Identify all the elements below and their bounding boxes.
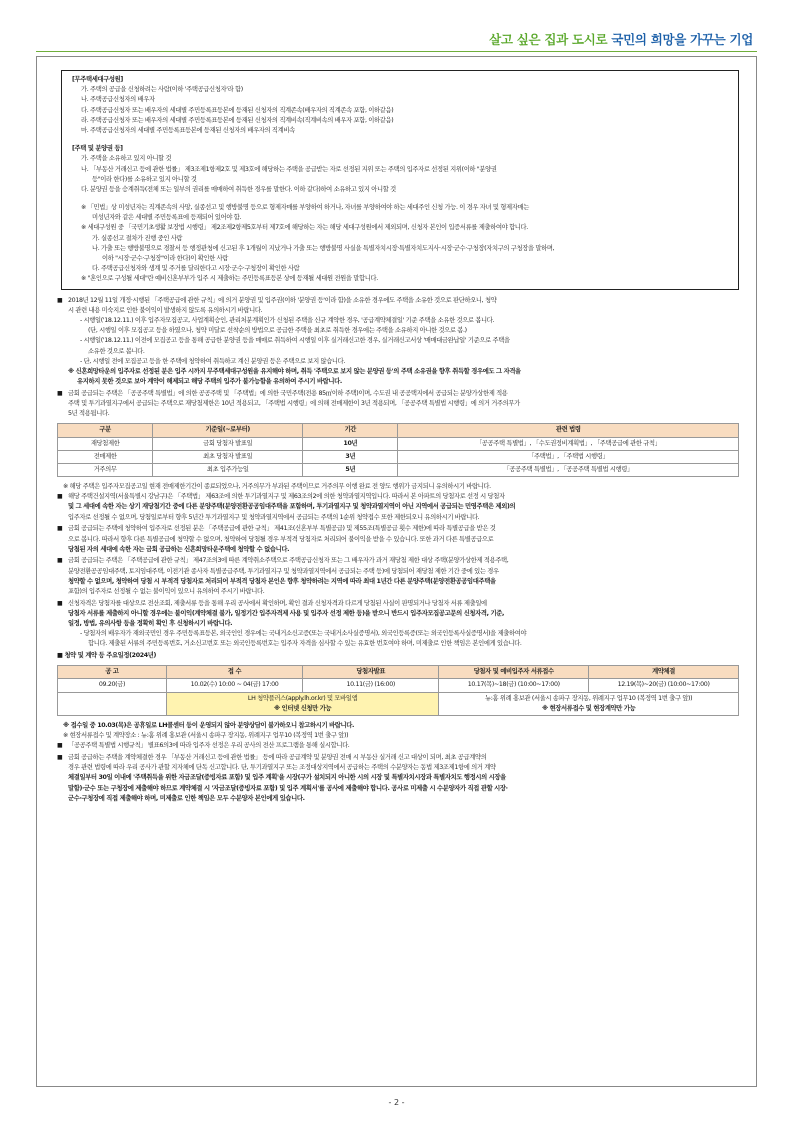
slogan-part2: 국민의 희망을 가꾸는 기업 (611, 32, 753, 47)
apply-place: LH 청약플러스(apply.lh.or.kr) 및 모바일앱 (247, 694, 358, 702)
table-cell: 「공공주택 특별법」, 「수도권정비계획법」, 「주택공급에 관한 규칙」 (398, 437, 739, 450)
text-line: 금회 공급되는 주택에 청약하여 입주자로 선정된 분은 「주택공급에 관한 규칙」 제41조(신혼부부 특별공급) 및 제55조(특별공급 횟수 제한)에 따라 특별공급을 받은 것 (68, 525, 496, 533)
note-line: ※ 접수일 중 10.03(목)은 공휴일로 LH콜센터 등이 운영되지 않아 분양상담이 불가하오니 참고하시기 바랍니다. (63, 722, 355, 729)
text-line: 유지하지 못한 것으로 보아 계약이 해제되고 해당 주택의 입주가 불가능함을 유의하여 주시기 바랍니다. (77, 378, 342, 386)
table-row (58, 450, 739, 463)
table-cell: 5년 (303, 463, 398, 476)
table-header: 접 수 (166, 666, 302, 679)
definition-box (61, 70, 739, 290)
box-note: 가. 실종선고 절차가 진행 중인 사람 (92, 234, 183, 242)
note-line: ※ 현장서류접수 및 계약장소 : 뉴:홈 위례 홍보관 (서울시 송파구 장지동, 위례지구 업무10 (복정역 1번 출구 앞)) (63, 732, 349, 740)
header-divider (36, 51, 757, 52)
table-header: 계약체결 (589, 666, 739, 679)
box-note: 이하 "시장·군수·구청장"이라 한다)이 확인한 사람 (102, 255, 229, 262)
box-note: ※ 세대구성원 중 「국민기초생활 보장법 시행령」 제2조제2항제5호부터 제7호에 해당하는 자는 해당 세대구성원에서 제외되며, 신청자 본인이 입증서류를 제출하여야 합니다. (81, 224, 528, 232)
text-line: 으로 봅니다. 따라서 향후 다른 특별공급에 청약할 수 없으며, 청약하여 당첨될 경우 부적격 당첨자로 처리되어 불이익을 받을 수 있습니다. 또한 과거 다른 특별공급으로 (68, 535, 494, 543)
square-bullet-icon: ■ (57, 557, 63, 565)
page-number: - 2 - (388, 1098, 405, 1107)
table-cell: 금회 당첨자 발표일 (153, 437, 303, 450)
box-line: 마. 주택공급신청자의 세대별 주민등록표등본에 등재된 신청자의 배우자의 직계비속 (81, 126, 295, 134)
box-note: 다. 주택공급신청자와 생계 및 주거를 달리한다고 시장·군수·구청장이 확인한 사람 (92, 265, 300, 273)
table-row (58, 679, 739, 692)
text-line: 및 그 세대에 속한 자는 상기 재당첨기간 중에 다른 분양주택(분양전환공공임대주택을 포함하며, 투기과열지구 및 청약과열지역이 아닌 지역에서 공급되는 민영주택은 제외)의 (68, 503, 516, 511)
header-slogan (489, 30, 753, 48)
table-cell: 「공공주택 특별법」, 「공공주택 특별법 시행령」 (398, 463, 739, 476)
table-cell: 최초 당첨자 발표일 (153, 450, 303, 463)
box-line: 나. 「부동산 거래신고 등에 관한 법률」 제3조제1항제2호 및 제3호에 해당하는 주택을 공급받는 자로 선정된 지위 또는 주택의 입주자로 선정된 지위(이하 "분양권 (81, 165, 497, 173)
section-special-supply (57, 524, 739, 555)
text-line: 해당 주택건설지역(서울특별시 강남구)은 「주택법」 제63조에 의한 투기과열지구 및 제63조의2에 의한 청약과열지역입니다. 따라서 본 아파트의 당첨자로 선정 시 당첨자 (68, 493, 505, 501)
box-line: 등"이라 한다)를 소유하고 있지 아니할 것 (92, 175, 197, 183)
box-title-housing: [주택 및 분양권 등] (72, 145, 123, 153)
table-cell: 전매제한 (58, 450, 153, 463)
square-bullet-icon: ■ (57, 525, 63, 533)
text-line: 시 관련 내용 미숙지로 인한 불이익이 발생하지 않도록 유의하시기 바랍니다. (68, 306, 263, 314)
table-row (58, 692, 739, 715)
table-header: 관련 법령 (398, 424, 739, 437)
box-line: 다. 분양권 등을 승계취득(전체 또는 일부의 권리를 매매하여 취득한 경우를 말한다. 이하 같다)하여 소유하고 있지 아니할 것 (81, 185, 396, 193)
table-row (58, 437, 739, 450)
square-bullet-icon: ■ (57, 742, 63, 750)
apply-note: ※ 인터넷 신청만 가능 (274, 704, 332, 712)
office-cell (439, 692, 739, 715)
table-header: 당첨자 및 예비입주자 서류접수 (439, 666, 589, 679)
text-line: 금회 공급하는 주택을 계약체결한 경우 「부동산 거래신고 등에 관한 법률」 등에 따라 공급계약 및 분양권 전매 시 부동산 실거래 신고 대상이 되며, 최초 공급계약의 (68, 754, 487, 762)
square-bullet-icon: ■ (57, 389, 63, 397)
box-note: ※ 「민법」상 미성년자는 직계존속의 사망, 실종선고 및 행방불명 등으로 형제자매를 부양하여 하거나, 자녀를 부양하여야 하는 세대주인 신청 가능. 이 경우 자녀 및 형제자매는 (81, 204, 529, 212)
table-cell: 10.02(수) 10:00 ~ 04(금) 17:00 (166, 679, 302, 692)
text-line: - 당첨자의 배우자가 재외국민인 경우 주민등록표등본, 외국인인 경우에는 국내거소신고증(또는 국내거소사실증명서), 외국인등록증(또는 외국인등록사실증명서)을 제출하여야 (80, 630, 527, 638)
table-row (58, 463, 739, 476)
note-line: ※ 해당 주택은 입주자모집공고일 현재 전매제한기간이 종료되었으나, 거주의무가 부과된 주택이므로 거주의무 이행 완료 전 양도 행위가 금지되니 유의하시기 바랍니다. (63, 483, 491, 491)
text-line: 2018년 12월 11일 개정·시행된 「주택공급에 관한 규칙」에 의거 분양권 및 입주권(이하 '분양권 등'이라 함)을 소유한 경우에도 주택을 소유한 것으로 판단하오니, 청약 (68, 296, 497, 304)
section-restriction (57, 389, 739, 420)
section-cancelled-contract (57, 556, 739, 597)
box-note: 나. 가출 또는 행방불명으로 경찰서 등 행정관청에 신고된 후 1개월이 지났거나 가출 또는 행방불명 사실을 특별자치시장·특별자치도지사·시장·군수·구청장(자치구의 구청장을 말하며, (92, 244, 555, 252)
section-report (57, 753, 739, 804)
table-cell: 12.19(목)~20(금) (10:00~17:00) (589, 679, 739, 692)
text-line: 당첨된 자의 세대에 속한 자는 금회 공급하는 신혼희망타운주택에 청약할 수 없습니다. (68, 545, 290, 553)
box-note: 미성년자와 같은 세대별 주민등록표에 등재되어 있어야 함. (92, 214, 242, 222)
section-overheated (57, 492, 739, 523)
box-line: 가. 주택의 공급을 신청하려는 사람(이하 '주택공급신청자'라 함) (81, 86, 243, 94)
text-line: 경우 관련 법령에 따라 우리 공사가 관할 지자체에 단독 신고합니다. 단, 투기과열지구 또는 조정대상지역에서 공급하는 주택의 수분양자는 동법 제3조제1항에 의거 계약 (68, 764, 496, 772)
restriction-table (57, 423, 739, 477)
table-cell: 10.11(금) (16:00) (303, 679, 439, 692)
section-selection (57, 741, 739, 751)
square-bullet-icon: ■ (57, 599, 63, 607)
box-note: ※ "혼인으로 구성될 세대"란 예비신혼부부가 입주 시 제출하는 주민등록표등본 상에 등재될 세대원 전원을 말합니다. (81, 275, 378, 283)
square-bullet-icon: ■ (57, 493, 63, 501)
text-line: 군수·구청장에 직접 제출해야 하며, 미제출로 인한 책임은 모두 수분양자 본인에게 있습니다. (68, 794, 305, 802)
text-line: 분양전환공공임대주택, 토지임대주택, 이전기관 종사자 특별공급주택, 투기과열지구 및 청약과열지역에서 공급되는 주택 등)에 당첨되어 재당첨 제한 기간 중에 있는 경우 (68, 567, 499, 575)
text-line: 체결일부터 30일 이내에 '주택취득을 위한 자금조달(증빙자료 포함) 및 입주 계획'을 시장(구가 설치되지 아니한 시의 시장 및 특별자치시장과 특별자치도 행정시의 시장을 (68, 774, 506, 782)
table-header: 공 고 (58, 666, 167, 679)
table-cell: 최초 입주가능일 (153, 463, 303, 476)
apply-method-cell (166, 692, 438, 715)
text-line: (단, 시행일 이후 모집공고 등을 하였으나, 청약 미달로 선착순의 방법으로 공급한 주택을 최초로 취득한 경우에는 주택을 소유하지 아니한 것으로 봄.) (88, 327, 467, 335)
text-line: - 시행일('18.12.11.) 이전에 모집공고 등을 통해 공급한 분양권 등을 매매로 취득하여 시행일 이후 실거래신고한 경우, 실거래신고서상 '매매대금완납일' 기준으로 주택을 (80, 337, 510, 345)
text-line: 소유한 것으로 봅니다. (88, 347, 145, 355)
text-line: - 단, 시행일 전에 모집공고 등을 한 주택에 청약하여 취득하고 계신 분양권 등은 주택으로 보지 않습니다. (80, 357, 346, 365)
table-header: 당첨자발표 (303, 666, 439, 679)
main-content (57, 70, 739, 806)
section-eligibility (57, 599, 739, 650)
square-bullet-icon: ■ (57, 296, 63, 304)
text-line: - 시행일('18.12.11.) 이후 입주자모집공고, 사업계획승인, 관리처분계획인가 신청된 주택을 신규 계약한 경우, '공급계약체결일' 기준 주택을 소유한 것으로 봅니다. (80, 316, 495, 324)
table-cell: 10.17(목)~18(금) (10:00~17:00) (439, 679, 589, 692)
text-line: 합니다. 제출된 서류의 주민등록번호, 거소신고번호 또는 외국인등록번호는 입주자 자격을 심사할 수 있는 유효한 번호여야 하며, 미제출로 인한 책임은 본인에게 있습니다. (88, 640, 522, 648)
schedule-table (57, 665, 739, 716)
text-line: 「공공주택 특별법 시행규칙」 별표6의3에 따라 입주자 선정은 우리 공사의 전산 프로그램을 통해 실시합니다. (68, 742, 350, 750)
text-line: 5년 적용됩니다. (68, 410, 110, 418)
table-cell: 재당첨제한 (58, 437, 153, 450)
table-cell: 3년 (303, 450, 398, 463)
text-line: 일정, 방법, 유의사항 등을 정확히 확인 후 신청하시기 바랍니다. (68, 620, 233, 627)
text-line: 금회 공급되는 주택은 「주택공급에 관한 규칙」 제47조의3에 따른 계약취소주택으로 주택공급신청자 또는 그 배우자가 과거 재당첨 제한 대상 주택(분양가상한제 적용주택, (68, 557, 509, 565)
office-place: 뉴:홈 위례 홍보관 (서울시 송파구 장지동, 위례지구 업무10 (복정역 1번 출구 앞)) (485, 694, 693, 702)
box-line: 다. 주택공급신청자 또는 배우자의 세대별 주민등록표등본에 등재된 신청자의 직계존속(배우자의 직계존속 포함, 이하같음) (81, 106, 394, 114)
table-header: 기간 (303, 424, 398, 437)
table-cell: 09.20(금) (58, 679, 167, 692)
box-line: 가. 주택을 소유하고 있지 아니할 것 (81, 155, 172, 163)
box-title-household: [무주택세대구성원] (72, 76, 123, 83)
section-ownership (57, 296, 739, 388)
text-line: 말함)·군수 또는 구청장에 제출해야 하므로 계약체결 시 '자금조달(증빙자료 포함) 및 입주 계획서'를 공사에 제출해야 합니다. 공사로 미제출 시 수분양자가 직접 관할 시장· (68, 784, 508, 792)
text-line: 금회 공급되는 주택은 「공공주택 특별법」에 의한 공공주택 및 「주택법」에 의한 국민주택(전용 85㎡이하 주택)이며, 수도권 내 공공택지에서 공급되는 분양가상한제 적용 (68, 389, 508, 397)
box-line: 나. 주택공급신청자의 배우자 (81, 96, 155, 104)
table-cell: 거주의무 (58, 463, 153, 476)
slogan-part1: 살고 싶은 집과 도시로 (489, 32, 608, 47)
table-header: 구분 (58, 424, 153, 437)
square-bullet-icon: ■ (57, 754, 63, 762)
table-cell: 10년 (303, 437, 398, 450)
office-note: ※ 현장서류접수 및 현장계약만 가능 (541, 704, 636, 712)
table-cell: 「주택법」, 「주택법 시행령」 (398, 450, 739, 463)
schedule-title: ■ 청약 및 계약 등 주요일정(2024년) (57, 652, 157, 660)
table-header: 기준일(~로부터) (153, 424, 303, 437)
text-line: ※ 신혼희망타운의 입주자로 선정된 분은 입주 시까지 무주택세대구성원을 유지해야 하며, 취득 '주택으로 보지 않는 분양권 등'의 주택 소유권을 향후 취득할 경우에도 그 자격을 (68, 367, 521, 375)
text-line: 주택 및 투기과열지구에서 공급되는 주택으로 재당첨제한은 10년 적용되고, 「주택법 시행령」에 의해 전매제한이 3년 적용되며, 「공공주택 특별법 시행령」에 의거 거주의무가 (68, 399, 520, 407)
text-line: 포함)의 입주자로 선정될 수 없는 불이익이 있으니 유의하여 주시기 바랍니다. (68, 587, 265, 595)
text-line: 신청자격은 당첨자를 대상으로 전산조회, 제출서류 등을 통해 우리 공사에서 확인하며, 확인 결과 신청자격과 다르게 당첨된 사실이 판명되거나 당첨자 서류 제출일에 (68, 599, 487, 607)
box-line: 라. 주택공급신청자 또는 배우자의 세대별 주민등록표등본에 등재된 신청자의 직계비속(직계비속의 배우자 포함, 이하같음) (81, 116, 394, 124)
text-line: 당첨자 서류를 제출하지 아니할 경우에는 불이익(계약체결 불가, 일정기간 입주자격제 사용 및 입주자 선정 제한 등)을 받으니 반드시 입주자모집공고문의 신청자격, 기준, (68, 609, 505, 617)
text-line: 청약할 수 없으며, 청약하여 당첨 시 부적격 당첨자로 처리되어 부적격 당첨자 본인은 향후 청약하려는 지역에 따라 최대 1년간 다른 분양주택(분양전환공공임대주택을 (68, 577, 496, 585)
text-line: 입주자로 선정될 수 없으며, 당첨일로부터 향후 5년간 투기과열지구 및 청약과열지역에서 공급되는 주택의 1순위 청약접수 또한 제한되오니 유의하시기 바랍니다. (68, 513, 480, 521)
